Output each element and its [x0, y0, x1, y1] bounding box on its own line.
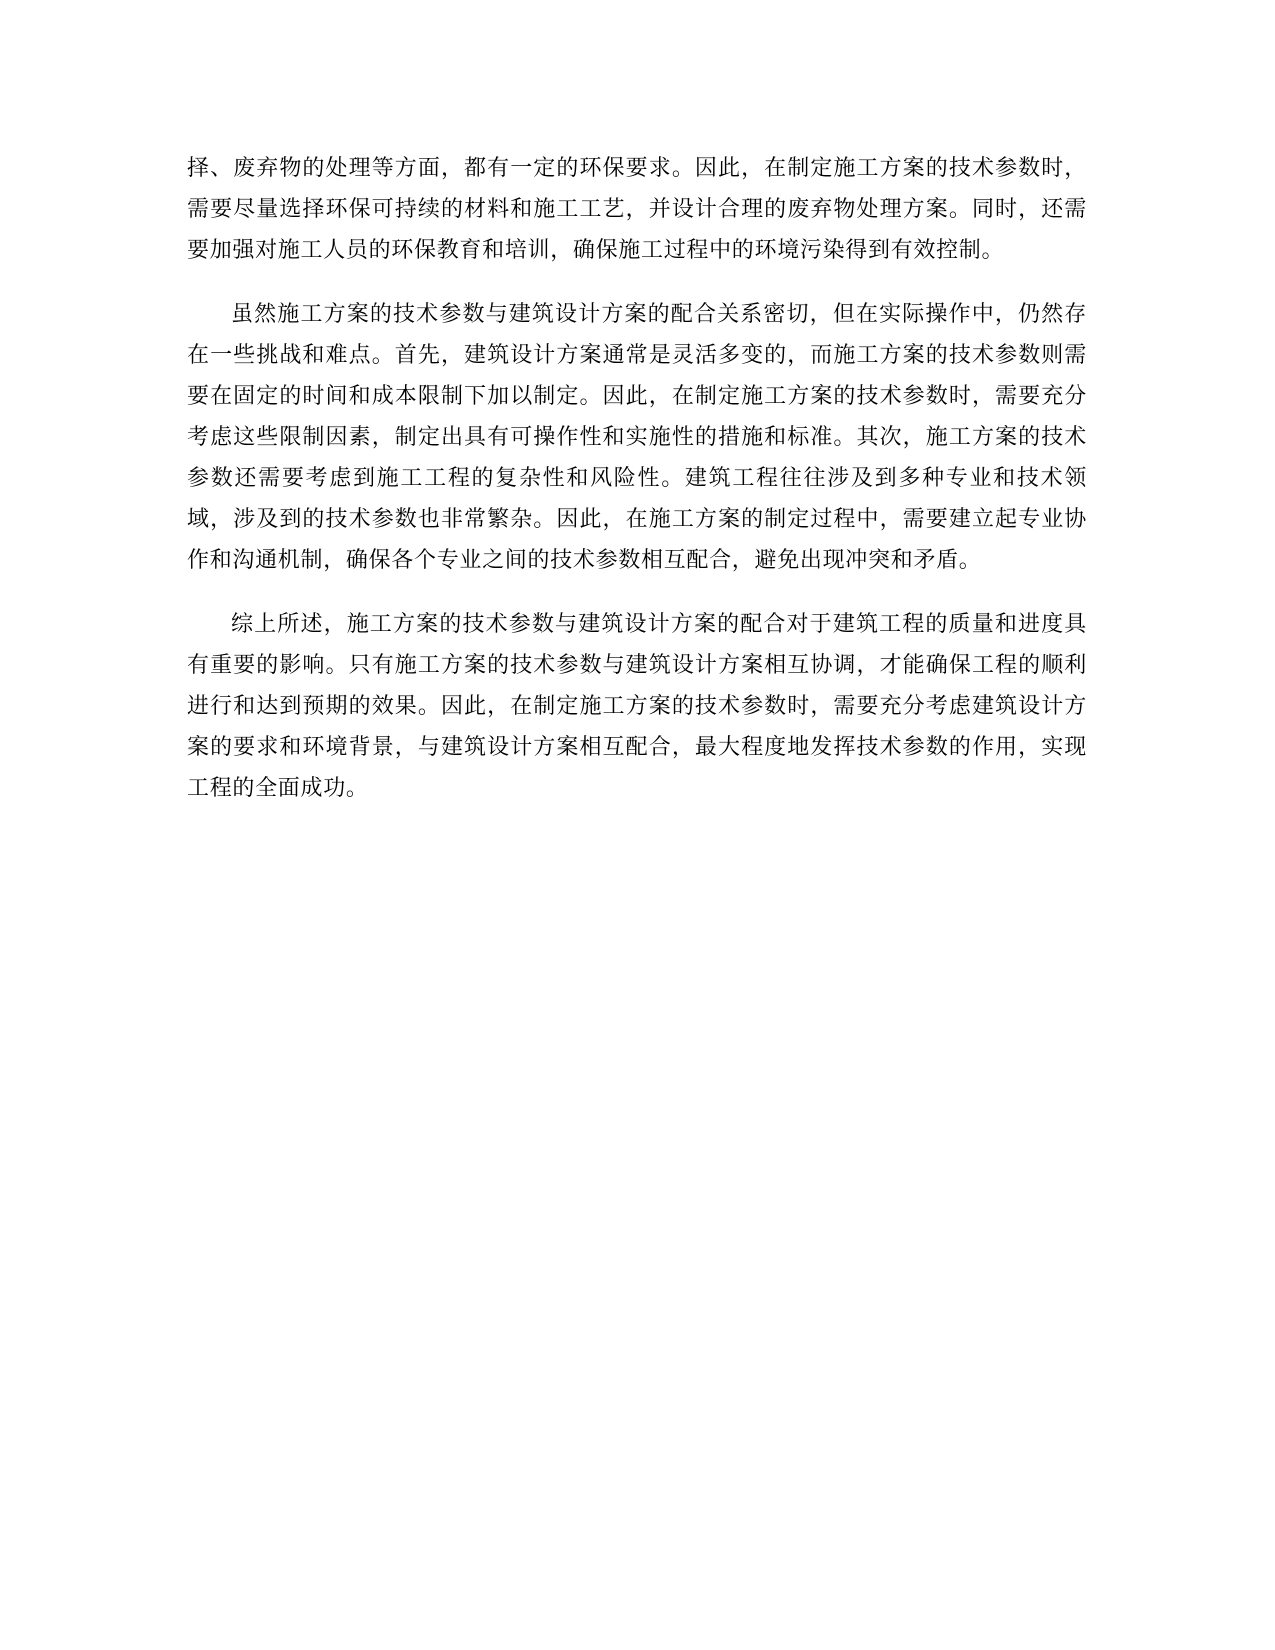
document-body [187, 148, 1087, 809]
paragraph-conclusion: 综上所述，施工方案的技术参数与建筑设计方案的配合对于建筑工程的质量和进度具有重要的影响。只有施工方案的技术参数与建筑设计方案相互协调，才能确保工程的顺利进行和达到预期的效果。因此，在制定施工方案的技术参数时，需要充分考虑建筑设计方案的要求和环境背景，与建筑设计方案相互配合，最大程度地发挥技术参数的作用，实现工程的全面成功。 [187, 612, 1087, 801]
paragraph-challenges: 虽然施工方案的技术参数与建筑设计方案的配合关系密切，但在实际操作中，仍然存在一些挑战和难点。首先，建筑设计方案通常是灵活多变的，而施工方案的技术参数则需要在固定的时间和成本限制下加以制定。因此，在制定施工方案的技术参数时，需要充分考虑这些限制因素，制定出具有可操作性和实施性的措施和标准。其次，施工方案的技术参数还需要考虑到施工工程的复杂性和风险性。建筑工程往往涉及到多种专业和技术领域，涉及到的技术参数也非常繁杂。因此，在施工方案的制定过程中，需要建立起专业协作和沟通机制，确保各个专业之间的技术参数相互配合，避免出现冲突和矛盾。 [187, 302, 1087, 573]
paragraph-environmental-requirements: 择、废弃物的处理等方面，都有一定的环保要求。因此，在制定施工方案的技术参数时，需要尽量选择环保可持续的材料和施工工艺，并设计合理的废弃物处理方案。同时，还需要加强对施工人员的环保教育和培训，确保施工过程中的环境污染得到有效控制。 [187, 156, 1087, 263]
